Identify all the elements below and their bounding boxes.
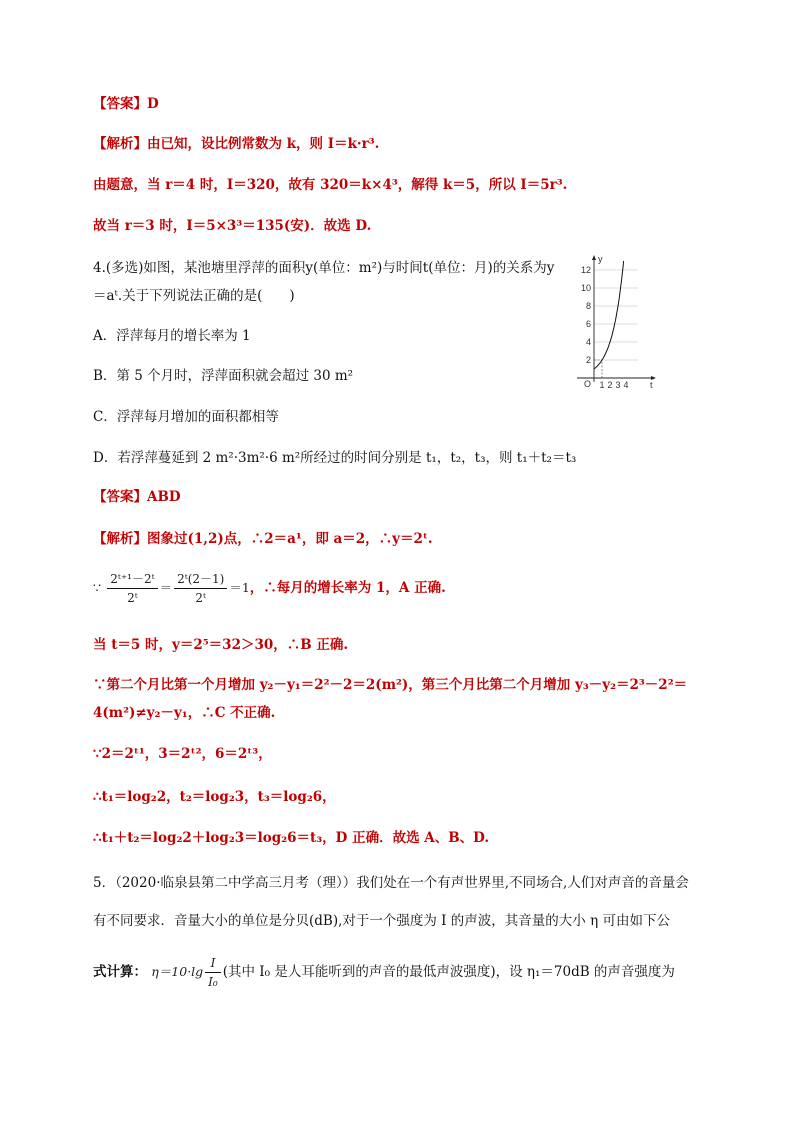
formula: η＝10·lg (151, 964, 204, 979)
y-tick-label: 8 (585, 301, 591, 311)
fraction-2: $\frac{\text{2ᵗ(2－1)}}{\text{2ᵗ}}$ (174, 571, 227, 606)
analysis-tag: 【解析】 (93, 531, 147, 547)
y-tick-label: 10 (580, 283, 591, 293)
origin-label: O (584, 379, 592, 389)
y-tick-label: 4 (585, 337, 591, 347)
q3-answer (93, 95, 159, 113)
q3-analysis-line-3: 故当 r＝3 时，I＝5×3³＝135(安)．故选 D. (93, 218, 372, 234)
q4-growth-graph (572, 252, 662, 392)
q4-stem-line-1: 4.(多选)如图，某池塘里浮萍的面积y(单位：m²)与时间t(单位：月)的关系为y (93, 260, 555, 276)
answer-tag: 【答案】 (93, 96, 147, 112)
q4-stem-line-2: ＝aᵗ.关于下列说法正确的是( ) (93, 288, 295, 304)
q4-analysis-line-4: ∵第二个月比第一个月增加 y₂－y₁＝2²－2＝2(m²)，第三个月比第二个月增加 y₃－y₂＝2³－2²＝ (93, 677, 688, 693)
y-tick-label: 2 (585, 355, 591, 365)
y-tick-label: 6 (585, 319, 591, 329)
q4-option-a: A．浮萍每月的增长率为 1 (93, 328, 251, 344)
formula-tail: (其中 I₀ 是人耳能听到的声音的最低声波强度)，设 η₁＝70dB 的声音强度为 (222, 964, 675, 980)
q4-analysis-line-2: ∵ $\frac{\text{2ᵗ⁺¹－2ᵗ}}{\text{2ᵗ}}$ ＝ $\frac{\text{2ᵗ(2－1)}}{\text{2ᵗ}}$ ＝1，∴每月的增长率为 1，A 正确. (93, 572, 446, 605)
analysis-text: ，∴每月的增长率为 1，A 正确. (249, 580, 446, 596)
x-tick-label: 1 (599, 380, 605, 390)
q4-option-c: C．浮萍每月增加的面积都相等 (93, 409, 279, 425)
q3-analysis-line-2: 由题意，当 r＝4 时，I＝320，故有 320＝k×4³，解得 k＝5，所以 I＝5r³. (93, 177, 568, 193)
exponential-curve (594, 261, 624, 369)
answer-value: D (147, 96, 159, 112)
y-axis-arrow (592, 255, 596, 260)
analysis-text: 由已知，设比例常数为 k，则 I＝k·r³. (147, 136, 380, 152)
y-axis-label: y (598, 254, 603, 264)
y-tick-labels (581, 265, 591, 365)
q4-analysis-line-7: ∴t₁＝log₂2，t₂＝log₂3，t₃＝log₂6， (93, 789, 336, 805)
x-tick-label: 3 (615, 380, 621, 390)
q4-analysis-line-8: ∴t₁＋t₂＝log₂2＋log₂3＝log₂6＝t₃，D 正确．故选 A、B、D. (93, 830, 490, 846)
q4-option-b: B．第 5 个月时，浮萍面积就会超过 30 m² (93, 368, 354, 384)
q5-stem-line-3: 式计算： η＝10·lg $\frac{I}{\text{I₀}}$ (其中 I₀ 是人耳能听到的声音的最低声波强度)，设 η₁＝70dB 的声音强度为 (93, 956, 675, 989)
q4-analysis-line-5: 4(m²)≠y₂－y₁，∴C 不正确. (93, 705, 276, 721)
fraction-result: ＝1 (229, 580, 250, 595)
q4-analysis-line-6: ∵2＝2ᵗ¹，3＝2ᵗ²，6＝2ᵗ³， (93, 746, 272, 762)
q4-option-d: D．若浮萍蔓延到 2 m²·3m²·6 m²所经过的时间分别是 t₁，t₂，t₃，则 t₁＋t₂＝t₃ (93, 450, 577, 466)
q3-analysis-line-1 (93, 135, 379, 153)
x-tick-label: 4 (623, 380, 629, 390)
fraction-1: $\frac{\text{2ᵗ⁺¹－2ᵗ}}{\text{2ᵗ}}$ (107, 571, 157, 606)
q5-stem-line-1: 5．（2020·临泉县第二中学高三月考（理））我们处在一个有声世界里,不同场合,人们对声音的音量会 (93, 875, 689, 891)
answer-tag: 【答案】 (93, 489, 147, 505)
analysis-tag: 【解析】 (93, 136, 147, 152)
q4-answer (93, 488, 181, 506)
x-tick-labels (599, 380, 628, 390)
analysis-text: 图象过(1,2)点，∴2＝a¹，即 a＝2，∴y＝2ᵗ. (147, 531, 433, 547)
q4-analysis-line-3: 当 t＝5 时，y＝2⁵＝32＞30，∴B 正确. (93, 637, 349, 653)
answer-value: ABD (147, 489, 181, 505)
x-tick-label: 2 (607, 380, 613, 390)
formula-fraction: $\frac{I}{\text{I₀}}$ (205, 955, 221, 990)
y-tick-label: 12 (580, 265, 591, 275)
x-axis-label: t (650, 380, 653, 390)
q5-stem-line-2: 有不同要求．音量大小的单位是分贝(dB),对于一个强度为 I 的声波，其音量的大小 η 可由如下公 (93, 913, 670, 929)
q4-analysis-line-1 (93, 530, 433, 548)
